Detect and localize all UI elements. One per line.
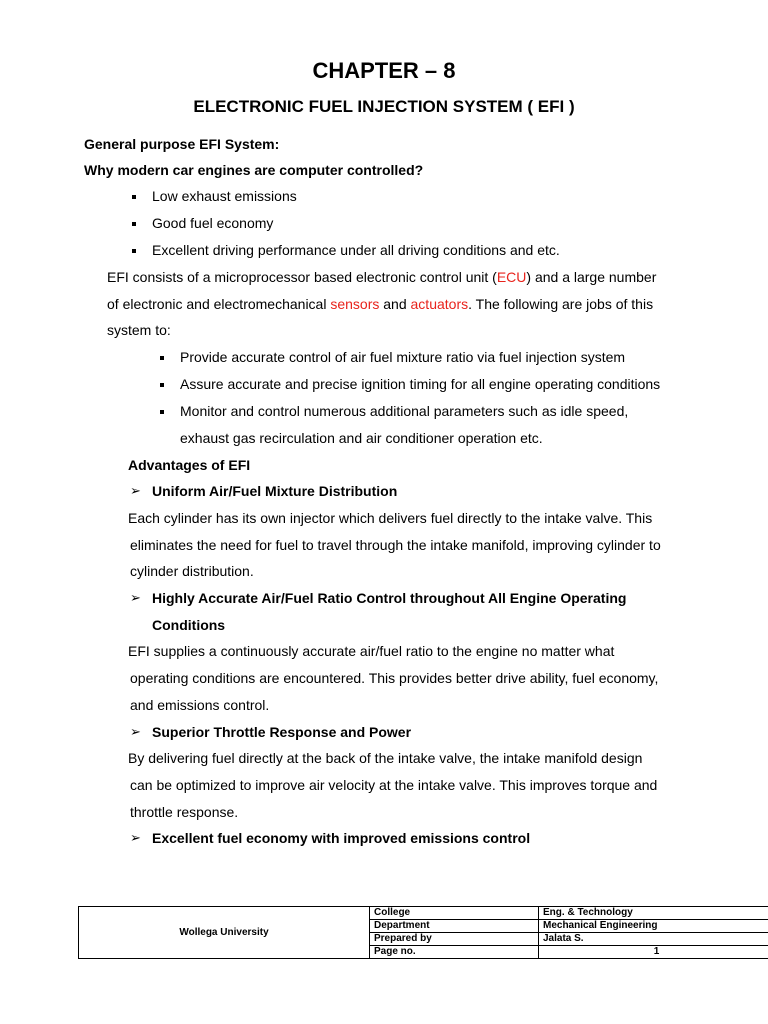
adv3-text: can be optimized to improve air velocity at the intake valve. This improves torque and xyxy=(130,777,658,793)
footer-value: Mechanical Engineering xyxy=(539,920,768,933)
sensors-highlight: sensors xyxy=(330,296,380,312)
advantages-heading: Advantages of EFI xyxy=(128,457,251,473)
job-item: Provide accurate control of air fuel mixture ratio via fuel injection system xyxy=(180,349,626,365)
job-item: Monitor and control numerous additional parameters such as idle speed, xyxy=(180,403,629,419)
arrow-bullet-icon: ➢ xyxy=(130,483,141,498)
para1-line1: EFI consists of a microprocessor based electronic control unit (ECU) and a large number xyxy=(107,269,657,285)
reason-item: Excellent driving performance under all driving conditions and etc. xyxy=(152,242,560,258)
adv2-heading-cont: Conditions xyxy=(152,617,226,633)
adv1-text: eliminates the need for fuel to travel through the intake manifold, improving cylinder to xyxy=(130,537,661,553)
para1-line3: system to: xyxy=(107,322,171,338)
footer-label: Prepared by xyxy=(370,933,539,946)
footer-row xyxy=(79,907,768,920)
adv2-text: EFI supplies a continuously accurate air/fuel ratio to the engine no matter what xyxy=(128,643,615,659)
footer-label: Page no. xyxy=(370,946,539,959)
adv3-heading: Superior Throttle Response and Power xyxy=(152,724,412,740)
footer-table xyxy=(78,906,768,959)
para1-line2: of electronic and electromechanical sensors and actuators. The following are jobs of this xyxy=(107,296,654,312)
adv3-text: throttle response. xyxy=(130,804,239,820)
university-name: Wollega University xyxy=(79,907,370,959)
adv4-heading: Excellent fuel economy with improved emissions control xyxy=(152,830,531,846)
reason-item: Good fuel economy xyxy=(152,215,274,231)
footer-label: Department xyxy=(370,920,539,933)
adv1-text: Each cylinder has its own injector which delivers fuel directly to the intake valve. This xyxy=(128,510,653,526)
chapter-heading: CHAPTER – 8 xyxy=(312,58,456,83)
adv1-text: cylinder distribution. xyxy=(130,563,254,579)
footer-value: Eng. & Technology xyxy=(539,907,768,920)
job-item-continued: exhaust gas recirculation and air conditioner operation etc. xyxy=(180,430,543,446)
why-heading: Why modern car engines are computer controlled? xyxy=(84,162,424,178)
page-number: 1 xyxy=(539,946,768,959)
footer-value: Jalata S. xyxy=(539,933,768,946)
actuators-highlight: actuators xyxy=(410,296,469,312)
arrow-bullet-icon: ➢ xyxy=(130,830,141,845)
arrow-bullet-icon: ➢ xyxy=(130,724,141,739)
ecu-highlight: ECU xyxy=(496,269,527,285)
page-title: ELECTRONIC FUEL INJECTION SYSTEM ( EFI ) xyxy=(193,97,575,116)
job-item: Assure accurate and precise ignition timing for all engine operating conditions xyxy=(180,376,661,392)
general-heading: General purpose EFI System: xyxy=(84,136,280,152)
arrow-bullet-icon: ➢ xyxy=(130,590,141,605)
adv2-text: and emissions control. xyxy=(130,697,270,713)
adv1-heading: Uniform Air/Fuel Mixture Distribution xyxy=(152,483,398,499)
adv2-text: operating conditions are encountered. This provides better drive ability, fuel economy, xyxy=(130,670,659,686)
adv2-heading: Highly Accurate Air/Fuel Ratio Control throughout All Engine Operating xyxy=(152,590,627,606)
footer-label: College xyxy=(370,907,539,920)
adv3-text: By delivering fuel directly at the back of the intake valve, the intake manifold design xyxy=(128,750,643,766)
reason-item: Low exhaust emissions xyxy=(152,188,297,204)
